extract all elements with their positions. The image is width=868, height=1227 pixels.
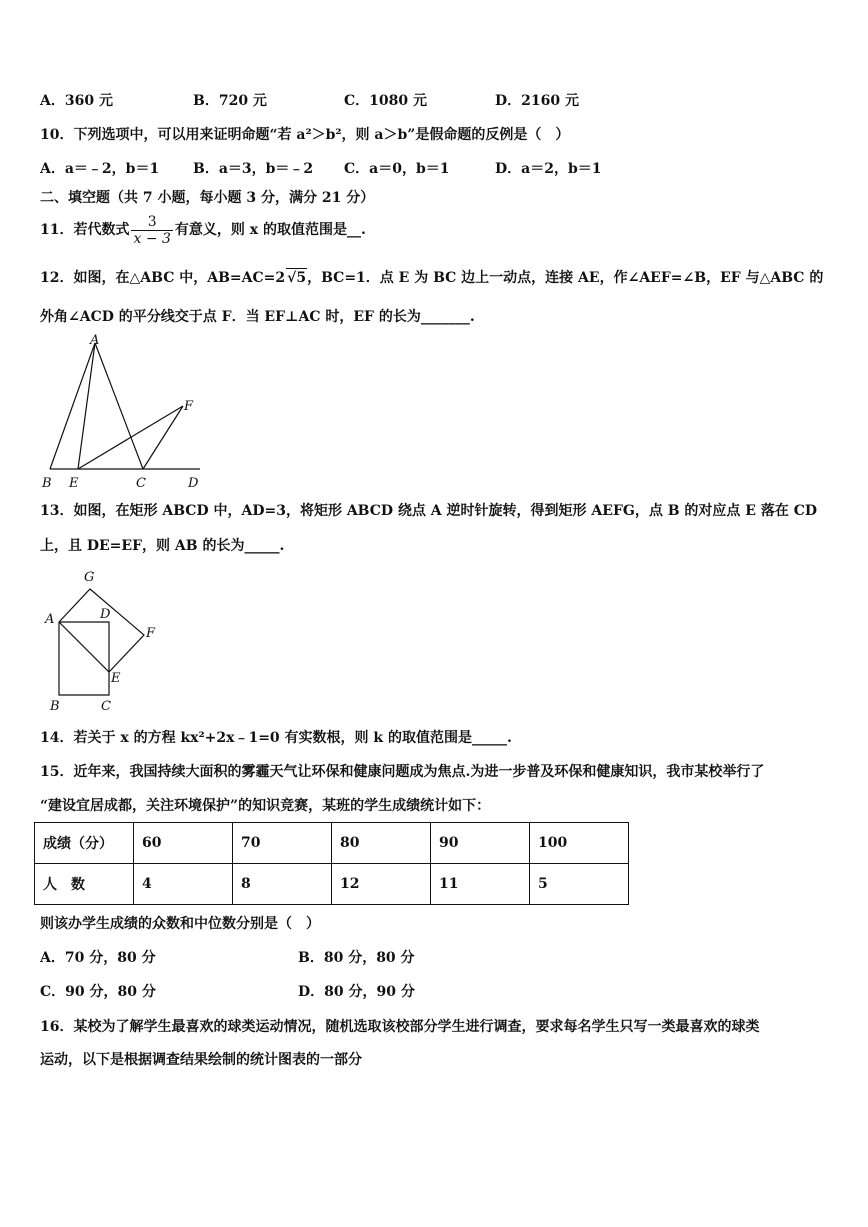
table-cell: 11 [431, 864, 530, 905]
question-15-prompt: 则该办学生成绩的众数和中位数分别是（ ） [40, 916, 320, 932]
score-table [34, 822, 629, 905]
question-15-line-2: “建设宜居成都，关注环境保护”的知识竞赛，某班的学生成绩统计如下： [40, 798, 491, 814]
label-c: C [101, 699, 111, 714]
label-d: D [100, 607, 111, 622]
label-b: B [50, 699, 60, 714]
question-12-part-b: ，BC=1．点 E 为 BC 边上一动点，连接 AE，作∠AEF=∠B，EF 与△ABC 的 [307, 270, 824, 286]
table-cell: 90 [431, 823, 530, 864]
option-b: B．80 分，80 分 [298, 950, 415, 966]
table-cell: 人 数 [35, 864, 134, 905]
label-b: B [42, 476, 52, 491]
label-a: A [90, 333, 100, 348]
table-cell: 100 [530, 823, 629, 864]
triangle-figure [38, 332, 208, 494]
option-a: A．70 分，80 分 [40, 950, 156, 966]
question-13-line-1: 13．如图，在矩形 ABCD 中，AD=3，将矩形 ABCD 绕点 A 逆时针旋转，得到矩形 AEFG，点 B 的对应点 E 落在 CD [40, 503, 817, 519]
question-11-suffix: 有意义，则 x 的取值范围是__. [174, 222, 366, 238]
option-a: A．360 元 [40, 93, 113, 109]
line-cf [143, 406, 183, 469]
option-c: C．a＝0，b＝1 [344, 161, 450, 177]
label-f: F [146, 626, 156, 641]
label-d: D [188, 476, 199, 491]
sqrt-symbol: √5 [287, 270, 307, 286]
question-14: 14．若关于 x 的方程 kx²+2x﹣1=0 有实数根，则 k 的取值范围是_____. [40, 730, 512, 746]
option-d: D．80 分，90 分 [298, 984, 415, 1000]
question-12-part-a: 12．如图，在△ABC 中，AB=AC=2 [40, 270, 286, 286]
table-cell: 成绩（分） [35, 823, 134, 864]
rectangle-figure [40, 565, 170, 715]
question-13-line-2: 上，且 DE=EF，则 AB 的长为_____. [40, 538, 285, 554]
fraction-numerator: 3 [147, 213, 157, 230]
label-f: F [184, 399, 194, 414]
question-11 [40, 210, 366, 250]
section-title: 二、填空题（共 7 小题，每小题 3 分，满分 21 分） [40, 190, 375, 206]
line-ab [50, 343, 95, 469]
table-cell: 70 [233, 823, 332, 864]
table-cell: 60 [134, 823, 233, 864]
option-b: B．a＝3，b＝﹣2 [193, 161, 314, 177]
question-16-line-1: 16．某校为了解学生最喜欢的球类运动情况，随机选取该校部分学生进行调查，要求每名学生只写一类最喜欢的球类 [40, 1019, 760, 1035]
label-c: C [136, 476, 146, 491]
question-16-line-2: 运动，以下是根据调查结果绘制的统计图表的一部分 [40, 1052, 362, 1068]
rectangle-aefg [59, 589, 144, 672]
question-15-line-1: 15．近年来，我国持续大面积的雾霾天气让环保和健康问题成为焦点.为进一步普及环保和健康知识，我市某校举行了 [40, 764, 765, 780]
option-d: D．2160 元 [495, 93, 579, 109]
table-row [35, 864, 629, 905]
line-ef [78, 406, 183, 469]
table-cell: 5 [530, 864, 629, 905]
question-10: 10．下列选项中，可以用来证明命题“若 a²＞b²，则 a＞b”是假命题的反例是（ ） [40, 127, 570, 143]
table-cell: 8 [233, 864, 332, 905]
option-a: A．a＝﹣2，b＝1 [40, 161, 160, 177]
label-e: E [69, 476, 79, 491]
table-cell: 12 [332, 864, 431, 905]
table-cell: 4 [134, 864, 233, 905]
option-b: B．720 元 [193, 93, 267, 109]
line-ac [95, 343, 143, 469]
fraction [131, 214, 172, 247]
table-row [35, 823, 629, 864]
label-e: E [111, 671, 121, 686]
question-12-line-1 [40, 268, 823, 287]
line-ae [78, 343, 95, 469]
sqrt-value: 5 [296, 270, 307, 286]
table-cell: 80 [332, 823, 431, 864]
label-a: A [45, 612, 55, 627]
fraction-denominator: x − 3 [133, 230, 171, 247]
question-11-prefix: 11．若代数式 [40, 222, 130, 238]
label-g: G [84, 570, 95, 585]
question-12-line-2: 外角∠ACD 的平分线交于点 F．当 EF⊥AC 时，EF 的长为_______. [40, 309, 475, 325]
option-c: C．90 分，80 分 [40, 984, 156, 1000]
option-d: D．a＝2，b＝1 [495, 161, 602, 177]
rectangle-abcd [59, 622, 109, 695]
option-c: C．1080 元 [344, 93, 427, 109]
